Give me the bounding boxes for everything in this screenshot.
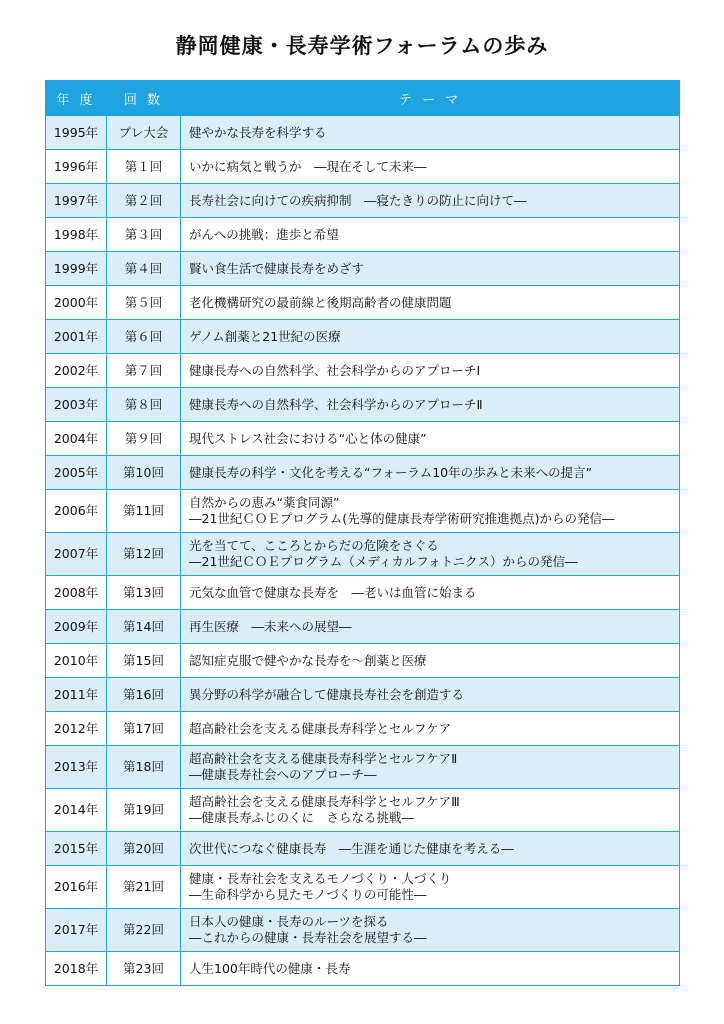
theme-line: ゲノム創薬と21世紀の医療 <box>189 328 341 344</box>
table-row <box>46 490 680 533</box>
theme-line: 超高齢社会を支える健康長寿科学とセルフケア <box>189 720 452 736</box>
theme-line: 健康長寿への自然科学、社会科学からのアプローチⅠ <box>189 362 481 378</box>
year-cell: 2001年 <box>46 320 107 354</box>
count-cell: 第23回 <box>107 952 181 986</box>
theme-line: 超高齢社会を支える健康長寿科学とセルフケアⅢ <box>189 794 460 809</box>
table-row <box>46 150 680 184</box>
theme-line: いかに病気と戦うか ―現在そして未来― <box>189 158 427 174</box>
year-cell: 2000年 <box>46 286 107 320</box>
year-cell: 2018年 <box>46 952 107 986</box>
table-row <box>46 678 680 712</box>
count-cell: 第３回 <box>107 218 181 252</box>
theme-cell <box>181 533 680 576</box>
theme-line: ―これからの健康・長寿社会を展望する― <box>189 930 427 945</box>
year-cell: 2003年 <box>46 388 107 422</box>
theme-line: ―生命科学から見たモノづくりの可能性― <box>189 887 427 902</box>
count-cell: 第21回 <box>107 866 181 909</box>
count-cell: 第15回 <box>107 644 181 678</box>
theme-cell <box>181 456 680 490</box>
year-cell: 2005年 <box>46 456 107 490</box>
theme-line: 健やかな長寿を科学する <box>189 124 327 140</box>
table-row <box>46 746 680 789</box>
year-cell: 2006年 <box>46 490 107 533</box>
header-theme: テ ー マ <box>181 81 680 116</box>
theme-cell <box>181 388 680 422</box>
table-row <box>46 422 680 456</box>
theme-cell <box>181 422 680 456</box>
count-cell: 第13回 <box>107 576 181 610</box>
theme-cell <box>181 116 680 150</box>
theme-line: ―21世紀ＣＯＥプログラム（メディカルフォトニクス）からの発信― <box>189 554 578 569</box>
theme-line: 長寿社会に向けての疾病抑制 ―寝たきりの防止に向けて― <box>189 192 527 208</box>
year-cell: 2004年 <box>46 422 107 456</box>
count-cell: 第11回 <box>107 490 181 533</box>
table-row <box>46 909 680 952</box>
count-cell: 第12回 <box>107 533 181 576</box>
theme-cell <box>181 218 680 252</box>
theme-line: 光を当てて、こころとからだの危険をさぐる <box>189 538 439 553</box>
count-cell: プレ大会 <box>107 116 181 150</box>
theme-cell <box>181 252 680 286</box>
year-cell: 1998年 <box>46 218 107 252</box>
count-cell: 第２回 <box>107 184 181 218</box>
table-row <box>46 354 680 388</box>
year-cell: 2015年 <box>46 832 107 866</box>
theme-line: 健康・長寿社会を支えるモノづくり・人づくり <box>189 871 452 886</box>
page-title: 静岡健康・長寿学術フォーラムの歩み <box>175 34 549 58</box>
theme-cell <box>181 644 680 678</box>
theme-cell <box>181 909 680 952</box>
year-cell: 2016年 <box>46 866 107 909</box>
count-cell: 第22回 <box>107 909 181 952</box>
theme-line: がんへの挑戦：進歩と希望 <box>189 226 339 242</box>
year-cell: 2008年 <box>46 576 107 610</box>
table-header-row <box>46 81 680 116</box>
theme-line: 自然からの恵み“薬食同源” <box>189 495 340 510</box>
year-cell: 1996年 <box>46 150 107 184</box>
count-cell: 第10回 <box>107 456 181 490</box>
year-cell: 2007年 <box>46 533 107 576</box>
history-table <box>45 80 680 986</box>
theme-cell <box>181 832 680 866</box>
theme-cell <box>181 286 680 320</box>
table-row <box>46 533 680 576</box>
year-cell: 2014年 <box>46 789 107 832</box>
table-row <box>46 576 680 610</box>
count-cell: 第８回 <box>107 388 181 422</box>
year-cell: 1999年 <box>46 252 107 286</box>
year-cell: 1995年 <box>46 116 107 150</box>
theme-cell <box>181 320 680 354</box>
count-cell: 第19回 <box>107 789 181 832</box>
table-row <box>46 610 680 644</box>
theme-cell <box>181 866 680 909</box>
theme-line: ―健康長寿社会へのアプローチ― <box>189 767 377 782</box>
count-cell: 第６回 <box>107 320 181 354</box>
theme-line: 元気な血管で健康な長寿を ―老いは血管に始まる <box>189 584 477 600</box>
table-row <box>46 832 680 866</box>
table-row <box>46 184 680 218</box>
theme-cell <box>181 576 680 610</box>
count-cell: 第１回 <box>107 150 181 184</box>
theme-cell <box>181 789 680 832</box>
table-body <box>46 116 680 986</box>
theme-line: 日本人の健康・長寿のルーツを探る <box>189 914 389 929</box>
year-cell: 2012年 <box>46 712 107 746</box>
theme-line: 老化機構研究の最前線と後期高齢者の健康問題 <box>189 294 452 310</box>
theme-line: 超高齢社会を支える健康長寿科学とセルフケアⅡ <box>189 751 458 766</box>
theme-cell <box>181 150 680 184</box>
table-row <box>46 388 680 422</box>
table-row <box>46 320 680 354</box>
theme-cell <box>181 952 680 986</box>
theme-cell <box>181 184 680 218</box>
theme-line: 賢い食生活で健康長寿をめざす <box>189 260 365 276</box>
year-cell: 2010年 <box>46 644 107 678</box>
theme-line: 異分野の科学が融合して健康長寿社会を創造する <box>189 686 465 702</box>
year-cell: 2002年 <box>46 354 107 388</box>
theme-line: 次世代につなぐ健康長寿 ―生涯を通じた健康を考える― <box>189 840 514 856</box>
table-row <box>46 866 680 909</box>
table-row <box>46 789 680 832</box>
table-row <box>46 644 680 678</box>
year-cell: 2017年 <box>46 909 107 952</box>
theme-line: 再生医療 ―未来への展望― <box>189 618 352 634</box>
table-row <box>46 952 680 986</box>
count-cell: 第９回 <box>107 422 181 456</box>
table-row <box>46 218 680 252</box>
theme-line: 認知症克服で健やかな長寿を～創薬と医療 <box>189 652 427 668</box>
table-row <box>46 712 680 746</box>
header-count: 回 数 <box>107 81 181 116</box>
theme-line: 現代ストレス社会における“心と体の健康” <box>189 430 427 446</box>
theme-cell <box>181 354 680 388</box>
count-cell: 第18回 <box>107 746 181 789</box>
table-row <box>46 456 680 490</box>
theme-cell <box>181 610 680 644</box>
theme-line: ―21世紀ＣＯＥプログラム(先導的健康長寿学術研究推進拠点)からの発信― <box>189 511 615 526</box>
theme-line: 健康長寿の科学・文化を考える“フォーラム10年の歩みと未来への提言” <box>189 464 593 480</box>
count-cell: 第20回 <box>107 832 181 866</box>
year-cell: 2011年 <box>46 678 107 712</box>
theme-cell <box>181 746 680 789</box>
theme-line: 健康長寿への自然科学、社会科学からのアプローチⅡ <box>189 396 483 412</box>
count-cell: 第16回 <box>107 678 181 712</box>
count-cell: 第４回 <box>107 252 181 286</box>
year-cell: 1997年 <box>46 184 107 218</box>
theme-cell <box>181 712 680 746</box>
header-year: 年 度 <box>46 81 107 116</box>
count-cell: 第17回 <box>107 712 181 746</box>
count-cell: 第５回 <box>107 286 181 320</box>
theme-line: ―健康長寿ふじのくに さらなる挑戦― <box>189 810 415 825</box>
theme-cell <box>181 678 680 712</box>
theme-cell <box>181 490 680 533</box>
year-cell: 2013年 <box>46 746 107 789</box>
year-cell: 2009年 <box>46 610 107 644</box>
table-row <box>46 286 680 320</box>
theme-line: 人生100年時代の健康・長寿 <box>189 960 351 976</box>
table-row <box>46 252 680 286</box>
table-row <box>46 116 680 150</box>
count-cell: 第14回 <box>107 610 181 644</box>
count-cell: 第７回 <box>107 354 181 388</box>
